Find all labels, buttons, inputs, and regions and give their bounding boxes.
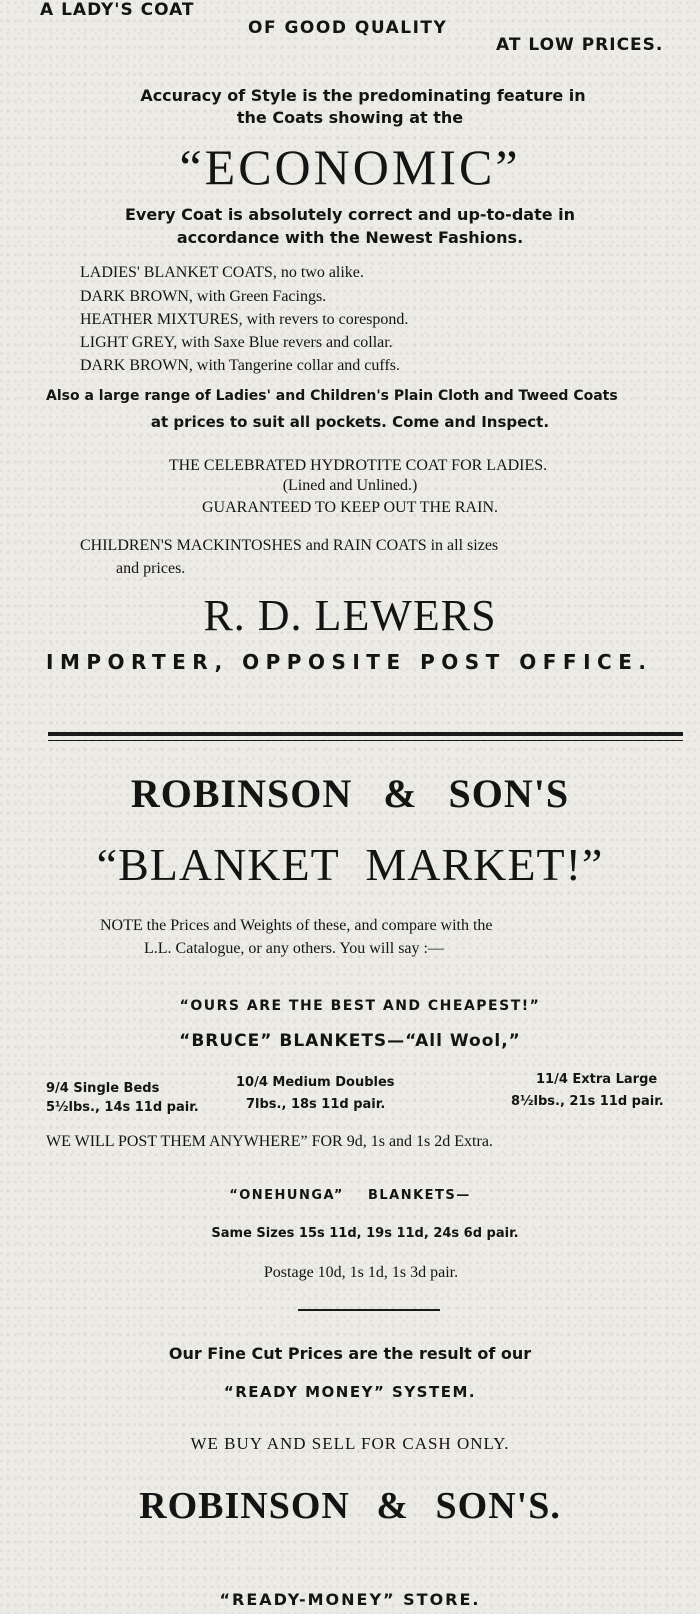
cash-only-line: WE BUY AND SELL FOR CASH ONLY. bbox=[190, 1434, 510, 1453]
size-name: 10/4 Medium Doubles bbox=[236, 1075, 395, 1090]
hydrotite-line-2: (Lined and Unlined.) bbox=[282, 477, 418, 494]
robinson-title: ROBINSON & SON'S bbox=[130, 771, 570, 816]
note-line-2: L.L. Catalogue, or any others. You will say :— bbox=[144, 940, 444, 957]
size-price: 8½lbs., 21s 11d pair. bbox=[511, 1094, 664, 1109]
intro-line-2: the Coats showing at the bbox=[236, 108, 464, 127]
coat-item: HEATHER MIXTURES, with revers to corespond. bbox=[80, 311, 409, 328]
best-cheapest-quote: “OURS ARE THE BEST AND CHEAPEST!” bbox=[179, 998, 541, 1014]
hydrotite-line-1: THE CELEBRATED HYDROTITE COAT FOR LADIES. bbox=[168, 457, 548, 474]
note-line-1: NOTE the Prices and Weights of these, and compare with the bbox=[100, 917, 493, 934]
coat-item: LADIES' BLANKET COATS, no two alike. bbox=[80, 264, 364, 281]
postage-line: Postage 10d, 1s 1d, 1s 3d pair. bbox=[263, 1264, 459, 1281]
same-sizes-prices: Same Sizes 15s 11d, 19s 11d, 24s 6d pair. bbox=[211, 1226, 519, 1241]
ready-money-store: “READY-MONEY” STORE. bbox=[219, 1590, 481, 1609]
separator-rule-thick bbox=[48, 732, 683, 736]
coat-item: LIGHT GREY, with Saxe Blue revers and collar. bbox=[80, 334, 393, 351]
merchant-subtitle: IMPORTER, OPPOSITE POST OFFICE. bbox=[46, 650, 653, 674]
hydrotite-line-3: GUARANTEED TO KEEP OUT THE RAIN. bbox=[202, 499, 498, 516]
size-name: 11/4 Extra Large bbox=[536, 1072, 658, 1087]
separator-rule-thin bbox=[48, 740, 683, 741]
post-anywhere-line: WE WILL POST THEM ANYWHERE” FOR 9d, 1s and 1s 2d Extra. bbox=[46, 1133, 493, 1150]
every-coat-line-1: Every Coat is absolutely correct and up-to-date in bbox=[124, 205, 576, 224]
children-line-2: and prices. bbox=[116, 560, 186, 577]
ad-header-low-prices: AT LOW PRICES. bbox=[496, 35, 664, 55]
short-divider bbox=[298, 1309, 440, 1311]
footer-robinson-title: ROBINSON & SON'S. bbox=[139, 1485, 561, 1527]
ad-header-lady-coat: A LADY'S COAT bbox=[40, 0, 195, 20]
merchant-name: R. D. LEWERS bbox=[203, 591, 497, 640]
bruce-blankets-heading: “BRUCE” BLANKETS—“All Wool,” bbox=[179, 1031, 521, 1051]
economic-store-name: “ECONOMIC” bbox=[179, 139, 521, 195]
every-coat-line-2: accordance with the Newest Fashions. bbox=[176, 228, 524, 247]
fine-cut-line: Our Fine Cut Prices are the result of our bbox=[168, 1344, 532, 1363]
ready-money-system: “READY MONEY” SYSTEM. bbox=[223, 1383, 477, 1401]
coat-item: DARK BROWN, with Tangerine collar and cuffs. bbox=[80, 357, 400, 374]
ad-header-good-quality: OF GOOD QUALITY bbox=[248, 18, 448, 38]
coat-item: DARK BROWN, with Green Facings. bbox=[80, 288, 327, 305]
onehunga-heading: “ONEHUNGA” BLANKETS— bbox=[229, 1188, 471, 1203]
children-line-1: CHILDREN'S MACKINTOSHES and RAIN COATS in all sizes bbox=[80, 537, 499, 554]
also-range-line-1: Also a large range of Ladies' and Children's Plain Cloth and Tweed Coats bbox=[46, 388, 618, 404]
also-range-line-2: at prices to suit all pockets. Come and Inspect. bbox=[150, 413, 550, 431]
size-name: 9/4 Single Beds bbox=[46, 1081, 160, 1096]
size-price: 7lbs., 18s 11d pair. bbox=[246, 1097, 386, 1112]
intro-line-1: Accuracy of Style is the predominating feature in bbox=[140, 86, 586, 105]
blanket-market-title: “BLANKET MARKET!” bbox=[96, 839, 604, 890]
size-price: 5½lbs., 14s 11d pair. bbox=[46, 1100, 199, 1115]
